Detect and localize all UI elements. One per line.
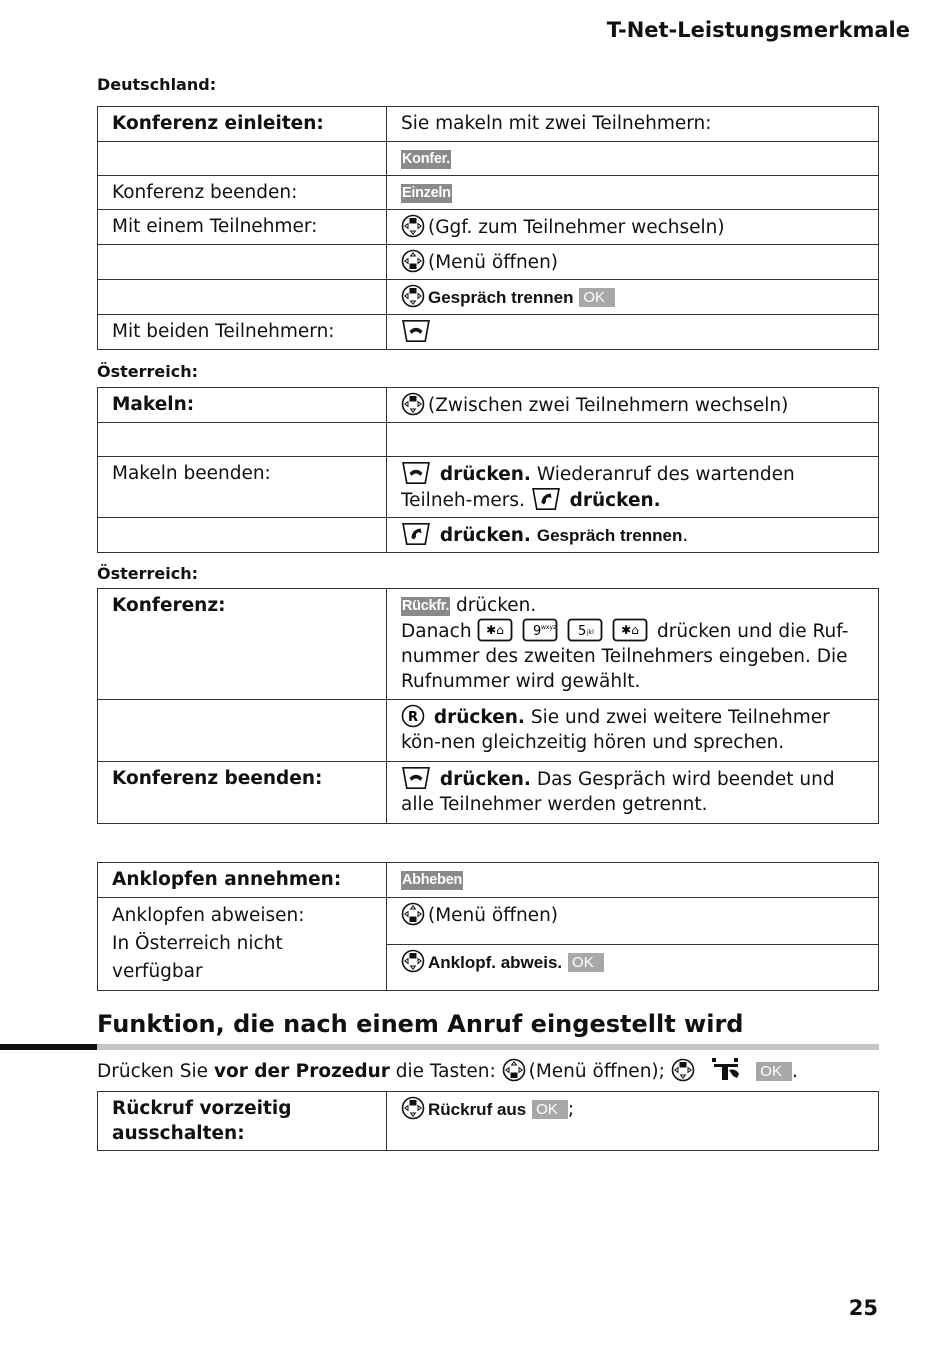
row-label: Mit beiden Teilnehmern: <box>98 315 387 350</box>
punctuation: . <box>682 525 689 546</box>
menu-item-rueckruf-aus: Rückruf aus <box>428 1100 527 1119</box>
svg-text:✱⌂: ✱⌂ <box>486 623 505 637</box>
bold-text: drücken. <box>433 707 525 728</box>
row-text: drücken. <box>455 595 537 616</box>
section-heading: Funktion, die nach einem Anruf eingestellt wird <box>97 1010 744 1038</box>
row-text: (Zwischen zwei Teilnehmern wechseln) <box>428 395 789 416</box>
page-number: 25 <box>848 1296 878 1320</box>
table-row <box>98 245 879 280</box>
end-call-key-icon <box>401 461 431 485</box>
nav-key-icon <box>502 1058 526 1082</box>
svg-text:✱⌂: ✱⌂ <box>621 623 639 637</box>
heading-rule <box>97 1044 879 1050</box>
r-key-icon <box>401 704 425 728</box>
section-label-deutschland: Deutschland: <box>97 75 217 94</box>
row-label: Konferenz beenden: <box>98 762 387 824</box>
section-label-oesterreich: Österreich: <box>97 362 199 381</box>
table-row <box>98 1092 879 1151</box>
ok-key: OK <box>568 953 604 972</box>
row-text: drücken und die Ruf-nummer des zweiten Teilnehmers eingeben. Die Rufnummer wird gewählt. <box>401 621 849 692</box>
table-deutschland <box>97 106 879 350</box>
nav-key-icon <box>401 902 425 926</box>
ok-key: OK <box>756 1062 792 1081</box>
table-row <box>98 388 879 423</box>
ok-key: OK <box>579 288 615 307</box>
table-row <box>98 107 879 142</box>
table-row <box>98 176 879 210</box>
bold-text: drücken. <box>439 525 531 546</box>
table-row <box>98 863 879 898</box>
table-row <box>98 457 879 518</box>
menu-item-gespraech-trennen: Gespräch trennen <box>428 288 574 307</box>
star-key-icon <box>477 618 513 642</box>
bold-text: drücken. <box>439 464 531 485</box>
nav-key-icon <box>401 284 425 308</box>
table-row <box>98 589 879 700</box>
nav-key-icon <box>401 249 425 273</box>
menu-item-anklopf-abweis: Anklopf. abweis. <box>428 952 563 972</box>
table-row <box>98 280 879 315</box>
table-oesterreich-konferenz <box>97 588 879 824</box>
table-rueckruf <box>97 1091 879 1151</box>
end-call-key-icon <box>401 766 431 790</box>
five-key-icon <box>567 618 603 642</box>
talk-key-icon <box>401 522 431 546</box>
page-header-title: T-Net-Leistungsmerkmale <box>606 18 910 42</box>
softkey-einzeln: Einzeln <box>402 185 451 201</box>
row-text: (Menü öffnen) <box>428 252 559 273</box>
row-text: (Menü öffnen) <box>428 905 559 926</box>
telekom-t-logo-icon <box>710 1056 742 1082</box>
talk-key-icon <box>531 487 561 511</box>
nav-key-icon <box>401 949 425 973</box>
table-row <box>98 898 879 945</box>
instr-text: (Menü öffnen); <box>528 1061 665 1082</box>
softkey-konfer: Konfer. <box>402 151 450 167</box>
end-call-key-icon <box>401 319 431 343</box>
instr-bold: vor der Prozedur <box>213 1061 390 1082</box>
row-text: Danach <box>401 621 472 642</box>
row-label: Makeln beenden: <box>98 457 387 518</box>
row-label: Mit einem Teilnehmer: <box>98 210 387 245</box>
row-label: Anklopfen annehmen: <box>98 863 387 898</box>
row-label: Rückruf vorzeitig ausschalten: <box>98 1092 387 1151</box>
nav-key-icon <box>401 392 425 416</box>
softkey-rueckfr: Rückfr. <box>402 598 450 614</box>
row-label: Konferenz einleiten: <box>98 107 387 142</box>
softkey-abheben: Abheben <box>402 872 462 888</box>
instr-text: die Tasten: <box>395 1061 496 1082</box>
heading-rule-left <box>0 1044 97 1050</box>
ok-key: OK <box>532 1100 568 1119</box>
svg-text:jkl: jkl <box>587 629 595 636</box>
bold-text: drücken. <box>439 769 531 790</box>
punctuation: ; <box>567 1099 575 1120</box>
punctuation: . <box>791 1061 798 1082</box>
row-label: In Österreich nicht verfügbar <box>112 933 283 982</box>
table-row <box>98 210 879 245</box>
svg-text:wxyz: wxyz <box>541 624 557 631</box>
table-row <box>98 518 879 553</box>
nine-key-icon <box>522 618 558 642</box>
table-row <box>98 315 879 350</box>
row-text: Wiederanruf des wartenden Teilneh-mers. <box>401 464 795 511</box>
instruction-line <box>97 1056 798 1085</box>
row-text: Sie und zwei weitere Teilnehmer kön-nen gleichzeitig hören und sprechen. <box>401 707 830 753</box>
nav-key-icon <box>401 1096 425 1120</box>
section-label-oesterreich: Österreich: <box>97 564 199 583</box>
row-text: Das Gespräch wird beendet und alle Teilnehmer werden getrennt. <box>401 769 835 815</box>
table-row <box>98 423 879 457</box>
menu-item-gespraech-trennen: Gespräch trennen <box>536 526 683 545</box>
instr-text: Drücken Sie <box>97 1061 209 1082</box>
row-label: Anklopfen abweisen: <box>112 905 305 926</box>
table-anklopfen <box>97 862 879 991</box>
svg-text:9: 9 <box>533 624 542 639</box>
row-label: Konferenz: <box>98 589 387 700</box>
table-row <box>98 700 879 762</box>
row-text: (Ggf. zum Teilnehmer wechseln) <box>428 217 725 238</box>
row-label: Konferenz beenden: <box>98 176 387 210</box>
nav-key-icon <box>401 214 425 238</box>
nav-key-icon <box>671 1058 695 1082</box>
table-row <box>98 142 879 176</box>
table-row <box>98 762 879 824</box>
table-oesterreich-makeln <box>97 387 879 553</box>
row-label: Makeln: <box>98 388 387 423</box>
svg-text:R: R <box>407 710 419 725</box>
svg-text:5: 5 <box>578 624 587 639</box>
star-key-icon <box>612 618 648 642</box>
bold-text: drücken. <box>569 490 661 511</box>
row-text: Sie makeln mit zwei Teilnehmern: <box>387 107 879 142</box>
